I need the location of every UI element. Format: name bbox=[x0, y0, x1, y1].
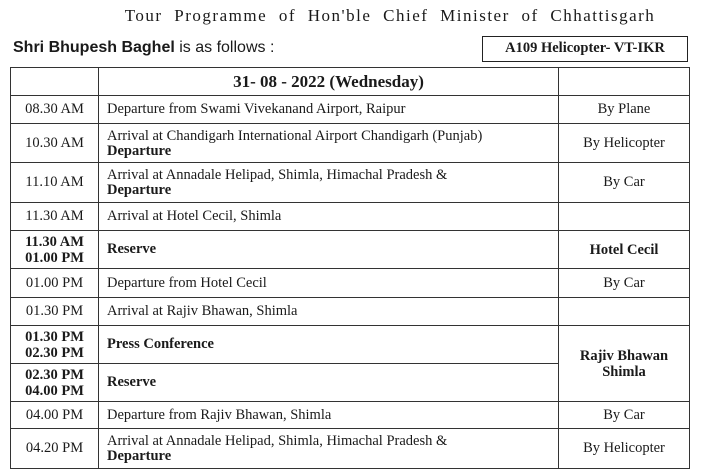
subtitle bbox=[13, 39, 274, 57]
table-row bbox=[11, 298, 690, 326]
time-cell: 01.30 PM bbox=[11, 298, 99, 326]
mode-cell: By Car bbox=[559, 163, 690, 203]
mode-cell: By Plane bbox=[559, 96, 690, 124]
description-cell: Departure from Rajiv Bhawan, Shimla bbox=[99, 402, 559, 429]
description-cell bbox=[99, 231, 559, 269]
description-cell bbox=[99, 326, 559, 364]
description-bold-line: Departure bbox=[107, 182, 172, 198]
time-cell: 08.30 AM bbox=[11, 96, 99, 124]
mode-cell bbox=[559, 326, 690, 402]
time-cell: 11.30 AM bbox=[11, 203, 99, 231]
description-line: Arrival at Annadale Helipad, Shimla, Himachal Pradesh & bbox=[107, 433, 448, 449]
description-cell: Departure from Hotel Cecil bbox=[99, 269, 559, 298]
mode-cell: By Car bbox=[559, 269, 690, 298]
description-bold-line: Departure bbox=[107, 448, 172, 464]
minister-name: Shri Bhupesh Baghel bbox=[13, 39, 175, 56]
time-cell: 10.30 AM bbox=[11, 124, 99, 163]
date-spacer bbox=[11, 68, 99, 96]
mode-cell bbox=[559, 203, 690, 231]
time-cell: 01.00 PM bbox=[11, 269, 99, 298]
description-line: Arrival at Chandigarh International Airport Chandigarh (Punjab) bbox=[107, 127, 483, 144]
time-end: 04.00 PM bbox=[25, 382, 84, 399]
table-row bbox=[11, 124, 690, 163]
description-line: Arrival at Annadale Helipad, Shimla, Himachal Pradesh & bbox=[107, 167, 448, 183]
table-row bbox=[11, 402, 690, 429]
description-cell bbox=[99, 124, 559, 163]
helicopter-box: A109 Helicopter- VT-IKR bbox=[482, 36, 688, 62]
table-row bbox=[11, 429, 690, 469]
time-cell: 04.20 PM bbox=[11, 429, 99, 469]
description-cell: Arrival at Hotel Cecil, Shimla bbox=[99, 203, 559, 231]
venue-line: Shimla bbox=[602, 363, 646, 380]
time-start: 01.30 PM bbox=[25, 328, 84, 345]
description-cell bbox=[99, 163, 559, 203]
time-end: 02.30 PM bbox=[25, 344, 84, 361]
time-cell bbox=[11, 364, 99, 402]
time-end: 01.00 PM bbox=[25, 249, 84, 266]
mode-cell: By Helicopter bbox=[559, 124, 690, 163]
table-row bbox=[11, 96, 690, 124]
time-cell bbox=[11, 231, 99, 269]
time-cell bbox=[11, 326, 99, 364]
time-cell: 04.00 PM bbox=[11, 402, 99, 429]
mode-cell: Hotel Cecil bbox=[559, 231, 690, 269]
date-spacer-right bbox=[559, 68, 690, 96]
time-start: 11.30 AM bbox=[25, 233, 84, 250]
time-start: 02.30 PM bbox=[25, 366, 84, 383]
time-cell: 11.10 AM bbox=[11, 163, 99, 203]
table-row bbox=[11, 269, 690, 298]
document-title: Tour Programme of Hon'ble Chief Minister of Chhattisgarh bbox=[124, 6, 656, 25]
description-bold: Press Conference bbox=[107, 336, 214, 352]
description-bold: Reserve bbox=[107, 374, 157, 390]
description-cell bbox=[99, 429, 559, 469]
description-cell: Arrival at Rajiv Bhawan, Shimla bbox=[99, 298, 559, 326]
table-row bbox=[11, 231, 690, 269]
table-row bbox=[11, 163, 690, 203]
venue-line: Rajiv Bhawan bbox=[579, 347, 669, 364]
mode-cell: By Car bbox=[559, 402, 690, 429]
description-cell: Departure from Swami Vivekanand Airport, Raipur bbox=[99, 96, 559, 124]
schedule-table bbox=[10, 67, 690, 469]
table-row bbox=[11, 203, 690, 231]
subtitle-suffix: is as follows : bbox=[174, 39, 275, 56]
date-row bbox=[11, 68, 690, 96]
description-bold-line: Departure bbox=[107, 142, 172, 159]
mode-cell: By Helicopter bbox=[559, 429, 690, 469]
description-bold: Reserve bbox=[107, 241, 157, 257]
date-header: 31- 08 - 2022 (Wednesday) bbox=[99, 68, 559, 96]
table-row bbox=[11, 326, 690, 364]
description-cell bbox=[99, 364, 559, 402]
mode-cell bbox=[559, 298, 690, 326]
